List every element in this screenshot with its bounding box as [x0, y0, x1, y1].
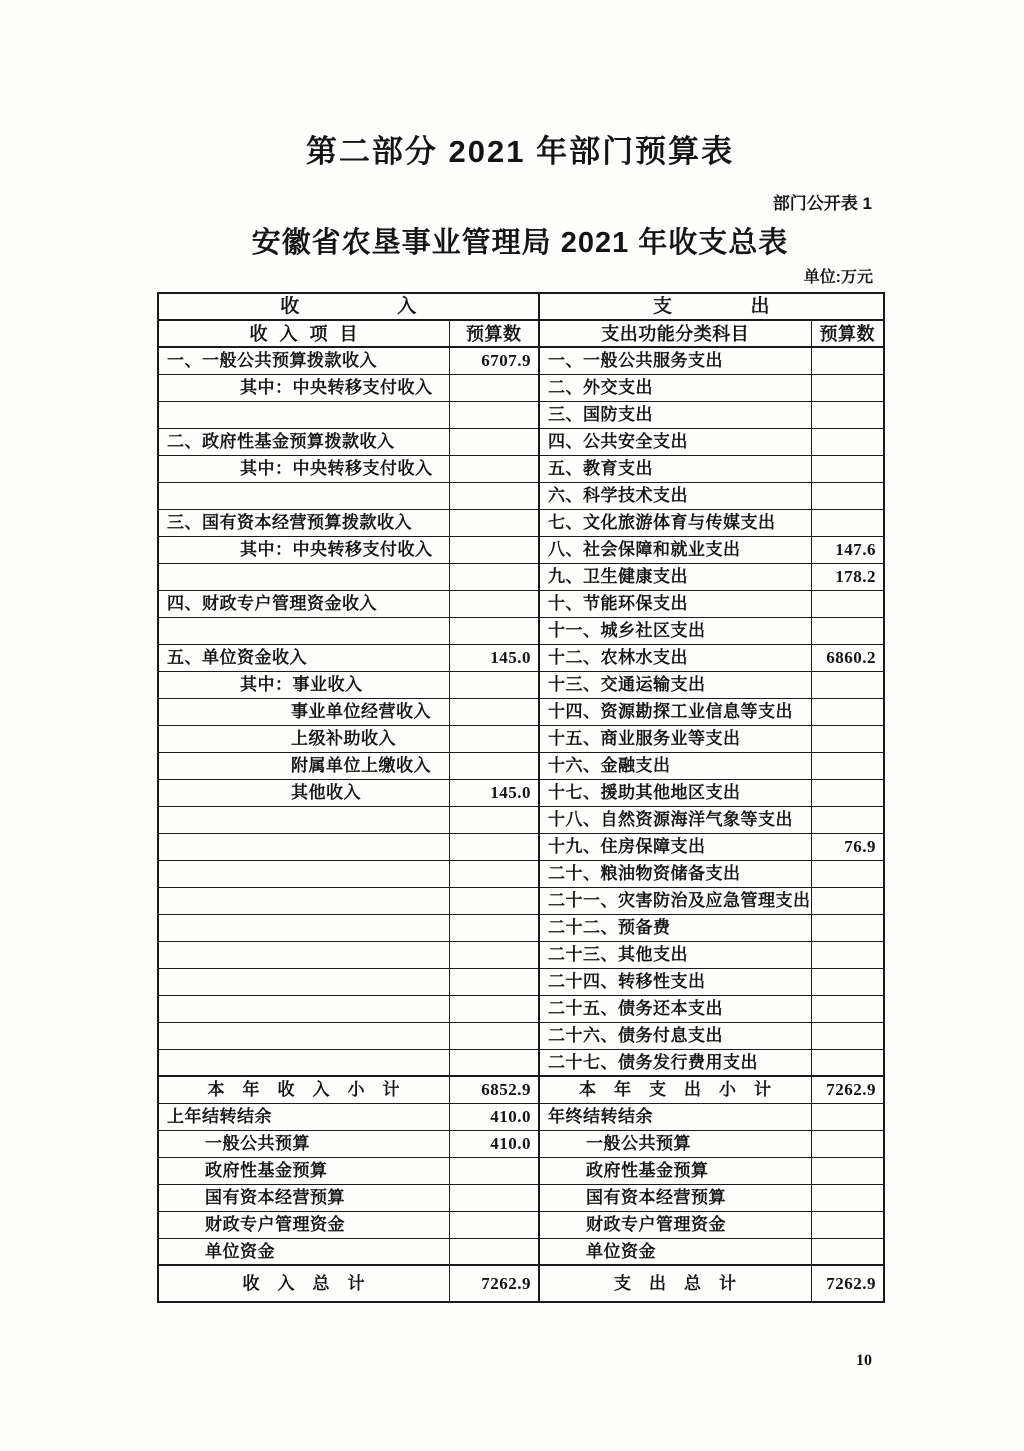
revenue-item-cell: 其他收入: [158, 779, 449, 806]
expenditure-item-cell: 九、卫生健康支出: [539, 563, 811, 590]
expenditure-budget-cell: [811, 1157, 884, 1184]
table-row: [158, 806, 884, 833]
revenue-budget-cell: [449, 1238, 539, 1265]
revenue-budget-cell: [449, 401, 539, 428]
expenditure-budget-cell: [811, 455, 884, 482]
revenue-item-cell: [158, 833, 449, 860]
expenditure-item-cell: 二十六、债务付息支出: [539, 1022, 811, 1049]
revenue-item-cell: 财政专户管理资金: [158, 1211, 449, 1238]
expenditure-item-cell: 一般公共预算: [539, 1130, 811, 1157]
table-row: [158, 860, 884, 887]
revenue-budget-cell: [449, 1184, 539, 1211]
revenue-budget-cell: [449, 941, 539, 968]
revenue-item-cell: [158, 941, 449, 968]
revenue-item-cell: [158, 482, 449, 509]
expenditure-item-cell: 十二、农林水支出: [539, 644, 811, 671]
revenue-item-cell: 单位资金: [158, 1238, 449, 1265]
expenditure-item-cell: 十、节能环保支出: [539, 590, 811, 617]
revenue-item-cell: 一般公共预算: [158, 1130, 449, 1157]
revenue-budget-cell: [449, 671, 539, 698]
expenditure-item-cell: 十八、自然资源海洋气象等支出: [539, 806, 811, 833]
expenditure-budget-cell: [811, 941, 884, 968]
table-row: [158, 995, 884, 1022]
expenditure-item-cell: 二十、粮油物资储备支出: [539, 860, 811, 887]
table-row: [158, 1076, 884, 1103]
column-header-row: [158, 320, 884, 347]
revenue-budget-cell: [449, 806, 539, 833]
table-row: [158, 563, 884, 590]
revenue-item-cell: 政府性基金预算: [158, 1157, 449, 1184]
expenditure-item-cell: 三、国防支出: [539, 401, 811, 428]
expenditure-budget-cell: [811, 374, 884, 401]
revenue-budget-cell: [449, 1157, 539, 1184]
expenditure-item-cell: 十七、援助其他地区支出: [539, 779, 811, 806]
expenditure-budget-cell: 147.6: [811, 536, 884, 563]
expenditure-item-cell: 年终结转结余: [539, 1103, 811, 1130]
expenditure-budget-cell: [811, 1103, 884, 1130]
revenue-item-cell: 一、一般公共预算拨款收入: [158, 347, 449, 374]
revenue-budget-cell: 6707.9: [449, 347, 539, 374]
table-row: [158, 1049, 884, 1076]
expenditure-item-cell: 五、教育支出: [539, 455, 811, 482]
table-index-label: 部门公开表 1: [772, 194, 872, 213]
table-row: [158, 428, 884, 455]
expenditure-budget-cell: 178.2: [811, 563, 884, 590]
table-row: [158, 1211, 884, 1238]
expenditure-budget-cell: [811, 779, 884, 806]
revenue-item-cell: 附属单位上缴收入: [158, 752, 449, 779]
revenue-budget-cell: [449, 590, 539, 617]
revenue-budget-cell: [449, 1211, 539, 1238]
expenditure-item-cell: 财政专户管理资金: [539, 1211, 811, 1238]
group-header-row: [158, 293, 884, 320]
revenue-item-cell: 三、国有资本经营预算拨款收入: [158, 509, 449, 536]
revenue-budget-cell: [449, 509, 539, 536]
expenditure-item-cell: 十五、商业服务业等支出: [539, 725, 811, 752]
revenue-budget-cell: 145.0: [449, 644, 539, 671]
expenditure-item-cell: 十一、城乡社区支出: [539, 617, 811, 644]
table-row: [158, 725, 884, 752]
expenditure-budget-cell: [811, 806, 884, 833]
revenue-budget-cell: [449, 860, 539, 887]
expenditure-item-cell: 二、外交支出: [539, 374, 811, 401]
expenditure-budget-cell: [811, 860, 884, 887]
expenditure-item-cell: 二十三、其他支出: [539, 941, 811, 968]
revenue-item-cell: 五、单位资金收入: [158, 644, 449, 671]
table-row: [158, 887, 884, 914]
revenue-budget-cell: [449, 482, 539, 509]
expenditure-item-cell: 二十五、债务还本支出: [539, 995, 811, 1022]
expenditure-item-cell: 六、科学技术支出: [539, 482, 811, 509]
table-row: [158, 536, 884, 563]
revenue-item-cell: [158, 914, 449, 941]
table-body: [158, 347, 884, 1302]
table-row: [158, 590, 884, 617]
revenue-item-cell: 其中：中央转移支付收入: [158, 374, 449, 401]
revenue-budget-cell: [449, 698, 539, 725]
expenditure-budget-cell: 76.9: [811, 833, 884, 860]
revenue-item-column-header: 收 入 项 目: [158, 320, 449, 347]
expenditure-budget-cell: [811, 1238, 884, 1265]
revenue-budget-cell: [449, 455, 539, 482]
expenditure-budget-cell: [811, 1211, 884, 1238]
table-row: [158, 455, 884, 482]
unit-note: 单位:万元: [803, 269, 873, 286]
revenue-budget-cell: [449, 617, 539, 644]
table-row: [158, 509, 884, 536]
expenditure-budget-cell: [811, 968, 884, 995]
expenditure-budget-cell: [811, 887, 884, 914]
revenue-item-cell: [158, 1049, 449, 1076]
expenditure-item-cell: 十四、资源勘探工业信息等支出: [539, 698, 811, 725]
expenditure-budget-cell: 6860.2: [811, 644, 884, 671]
table-row: [158, 347, 884, 374]
revenue-item-cell: [158, 563, 449, 590]
table-row: [158, 671, 884, 698]
table-row: [158, 914, 884, 941]
expenditure-item-cell: 本 年 支 出 小 计: [539, 1076, 811, 1103]
table-row: [158, 752, 884, 779]
expenditure-budget-cell: [811, 752, 884, 779]
table-row: [158, 374, 884, 401]
table-row: [158, 1130, 884, 1157]
expenditure-budget-cell: [811, 671, 884, 698]
revenue-group-header: 收 入: [158, 293, 539, 320]
expenditure-budget-cell: [811, 1130, 884, 1157]
document-title: 第二部分 2021 年部门预算表: [305, 134, 735, 169]
revenue-budget-cell: 410.0: [449, 1103, 539, 1130]
expenditure-budget-cell: 7262.9: [811, 1265, 884, 1302]
expenditure-group-header: 支 出: [539, 293, 884, 320]
revenue-budget-cell: [449, 536, 539, 563]
revenue-budget-cell: [449, 374, 539, 401]
revenue-budget-cell: [449, 887, 539, 914]
expenditure-budget-cell: [811, 1049, 884, 1076]
table-row: [158, 1103, 884, 1130]
revenue-budget-cell: [449, 968, 539, 995]
revenue-item-cell: 上年结转结余: [158, 1103, 449, 1130]
expenditure-budget-cell: [811, 698, 884, 725]
revenue-item-cell: [158, 887, 449, 914]
revenue-budget-cell: [449, 1022, 539, 1049]
revenue-item-cell: [158, 968, 449, 995]
expenditure-budget-cell: [811, 428, 884, 455]
revenue-budget-cell: 410.0: [449, 1130, 539, 1157]
table-row: [158, 482, 884, 509]
expenditure-item-cell: 政府性基金预算: [539, 1157, 811, 1184]
table-row: [158, 1238, 884, 1265]
expenditure-item-cell: 二十四、转移性支出: [539, 968, 811, 995]
expenditure-budget-cell: 7262.9: [811, 1076, 884, 1103]
expenditure-item-cell: 支 出 总 计: [539, 1265, 811, 1302]
page-number: 10: [856, 1352, 872, 1369]
revenue-item-cell: [158, 995, 449, 1022]
table-row: [158, 698, 884, 725]
revenue-item-cell: [158, 806, 449, 833]
expenditure-item-cell: 十六、金融支出: [539, 752, 811, 779]
revenue-item-cell: 二、政府性基金预算拨款收入: [158, 428, 449, 455]
revenue-item-cell: 其中：事业收入: [158, 671, 449, 698]
revenue-budget-cell: [449, 725, 539, 752]
table-row: [158, 617, 884, 644]
table-row: [158, 833, 884, 860]
expenditure-budget-cell: [811, 725, 884, 752]
revenue-item-cell: 事业单位经营收入: [158, 698, 449, 725]
table-row: [158, 941, 884, 968]
revenue-budget-cell: [449, 833, 539, 860]
expenditure-item-cell: 一、一般公共服务支出: [539, 347, 811, 374]
table-row: [158, 1022, 884, 1049]
table-row: [158, 968, 884, 995]
expenditure-budget-cell: [811, 509, 884, 536]
expenditure-item-cell: 十九、住房保障支出: [539, 833, 811, 860]
expenditure-item-cell: 四、公共安全支出: [539, 428, 811, 455]
expenditure-item-cell: 国有资本经营预算: [539, 1184, 811, 1211]
revenue-item-cell: 其中：中央转移支付收入: [158, 536, 449, 563]
revenue-item-cell: [158, 401, 449, 428]
expenditure-budget-cell: [811, 1184, 884, 1211]
revenue-item-cell: [158, 617, 449, 644]
expenditure-item-cell: 十三、交通运输支出: [539, 671, 811, 698]
revenue-budget-cell: 7262.9: [449, 1265, 539, 1302]
expenditure-budget-column-header: 预算数: [811, 320, 884, 347]
revenue-item-cell: 收 入 总 计: [158, 1265, 449, 1302]
revenue-budget-cell: [449, 563, 539, 590]
expenditure-item-cell: 二十二、预备费: [539, 914, 811, 941]
table-header: [158, 293, 884, 347]
revenue-budget-cell: 6852.9: [449, 1076, 539, 1103]
revenue-budget-cell: [449, 752, 539, 779]
expenditure-budget-cell: [811, 995, 884, 1022]
expenditure-item-cell: 单位资金: [539, 1238, 811, 1265]
expenditure-budget-cell: [811, 401, 884, 428]
expenditure-item-column-header: 支出功能分类科目: [539, 320, 811, 347]
expenditure-budget-cell: [811, 1022, 884, 1049]
revenue-item-cell: 国有资本经营预算: [158, 1184, 449, 1211]
expenditure-budget-cell: [811, 617, 884, 644]
table-row: [158, 644, 884, 671]
revenue-item-cell: 上级补助收入: [158, 725, 449, 752]
revenue-budget-column-header: 预算数: [449, 320, 539, 347]
expenditure-budget-cell: [811, 590, 884, 617]
revenue-budget-cell: [449, 914, 539, 941]
revenue-item-cell: [158, 1022, 449, 1049]
revenue-item-cell: 四、财政专户管理资金收入: [158, 590, 449, 617]
table-row: [158, 401, 884, 428]
revenue-item-cell: 本 年 收 入 小 计: [158, 1076, 449, 1103]
expenditure-budget-cell: [811, 347, 884, 374]
expenditure-budget-cell: [811, 914, 884, 941]
budget-summary-table: [157, 292, 885, 1303]
table-row: [158, 1265, 884, 1302]
expenditure-item-cell: 二十七、债务发行费用支出: [539, 1049, 811, 1076]
table-row: [158, 1184, 884, 1211]
revenue-budget-cell: [449, 428, 539, 455]
expenditure-item-cell: 七、文化旅游体育与传媒支出: [539, 509, 811, 536]
revenue-item-cell: [158, 860, 449, 887]
revenue-item-cell: 其中：中央转移支付收入: [158, 455, 449, 482]
table-title: 安徽省农垦事业管理局 2021 年收支总表: [251, 227, 789, 259]
expenditure-budget-cell: [811, 482, 884, 509]
revenue-budget-cell: [449, 995, 539, 1022]
budget-table-container: [157, 292, 885, 1303]
revenue-budget-cell: [449, 1049, 539, 1076]
expenditure-item-cell: 二十一、灾害防治及应急管理支出: [539, 887, 811, 914]
table-row: [158, 779, 884, 806]
table-row: [158, 1157, 884, 1184]
expenditure-item-cell: 八、社会保障和就业支出: [539, 536, 811, 563]
revenue-budget-cell: 145.0: [449, 779, 539, 806]
